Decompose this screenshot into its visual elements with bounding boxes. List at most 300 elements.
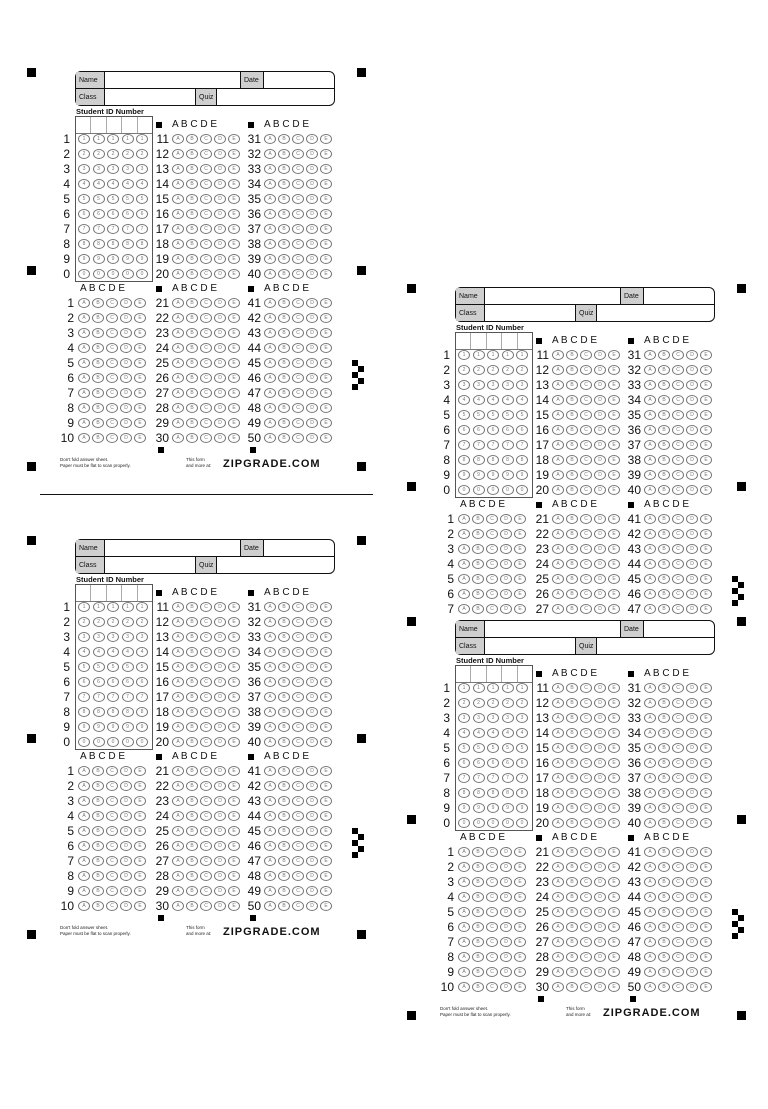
answer-bubble[interactable]: B	[186, 388, 198, 398]
answer-bubble[interactable]: B	[472, 589, 484, 599]
answer-bubble[interactable]: C	[580, 758, 592, 768]
answer-bubble[interactable]: B	[186, 134, 198, 144]
answer-bubble[interactable]: E	[134, 856, 146, 866]
id-write-box[interactable]	[456, 333, 471, 349]
answer-bubble[interactable]: C	[106, 433, 118, 443]
answer-bubble[interactable]: B	[472, 514, 484, 524]
quiz-field[interactable]	[218, 557, 333, 573]
answer-bubble[interactable]: B	[278, 179, 290, 189]
answer-bubble[interactable]: C	[580, 559, 592, 569]
answer-bubble[interactable]: C	[200, 149, 212, 159]
id-bubble[interactable]: 8	[502, 788, 514, 798]
id-bubble[interactable]: 2	[78, 617, 90, 627]
answer-bubble[interactable]: A	[458, 982, 470, 992]
name-field[interactable]	[106, 72, 239, 88]
name-field[interactable]	[106, 540, 239, 556]
answer-bubble[interactable]: D	[120, 328, 132, 338]
answer-bubble[interactable]: A	[78, 886, 90, 896]
answer-bubble[interactable]: B	[278, 647, 290, 657]
answer-bubble[interactable]: E	[608, 574, 620, 584]
answer-bubble[interactable]: B	[566, 892, 578, 902]
answer-bubble[interactable]: A	[264, 313, 276, 323]
answer-bubble[interactable]: C	[200, 692, 212, 702]
id-bubble[interactable]: 3	[473, 380, 485, 390]
id-bubble[interactable]: 0	[136, 737, 148, 747]
answer-bubble[interactable]: B	[186, 766, 198, 776]
answer-bubble[interactable]: B	[658, 907, 670, 917]
answer-bubble[interactable]: B	[566, 982, 578, 992]
answer-bubble[interactable]: D	[214, 871, 226, 881]
answer-bubble[interactable]: E	[700, 758, 712, 768]
answer-bubble[interactable]: A	[264, 433, 276, 443]
id-bubble[interactable]: 2	[458, 698, 470, 708]
answer-bubble[interactable]: E	[608, 350, 620, 360]
answer-bubble[interactable]: A	[458, 937, 470, 947]
answer-bubble[interactable]: D	[594, 743, 606, 753]
answer-bubble[interactable]: B	[566, 713, 578, 723]
answer-bubble[interactable]: E	[228, 418, 240, 428]
answer-bubble[interactable]: A	[458, 589, 470, 599]
id-bubble[interactable]: 1	[516, 350, 528, 360]
answer-bubble[interactable]: D	[306, 796, 318, 806]
answer-bubble[interactable]: E	[700, 967, 712, 977]
answer-bubble[interactable]: B	[472, 937, 484, 947]
answer-bubble[interactable]: B	[278, 632, 290, 642]
answer-bubble[interactable]: B	[472, 922, 484, 932]
answer-bubble[interactable]: E	[320, 632, 332, 642]
id-bubble[interactable]: 7	[93, 224, 105, 234]
answer-bubble[interactable]: C	[672, 529, 684, 539]
answer-bubble[interactable]: E	[228, 737, 240, 747]
answer-bubble[interactable]: C	[292, 677, 304, 687]
answer-bubble[interactable]: D	[686, 847, 698, 857]
answer-bubble[interactable]: B	[92, 388, 104, 398]
answer-bubble[interactable]: E	[320, 358, 332, 368]
answer-bubble[interactable]: D	[686, 713, 698, 723]
answer-bubble[interactable]: D	[120, 886, 132, 896]
answer-bubble[interactable]: A	[458, 574, 470, 584]
answer-bubble[interactable]: B	[92, 871, 104, 881]
answer-bubble[interactable]: A	[264, 662, 276, 672]
answer-bubble[interactable]: B	[566, 589, 578, 599]
id-bubble[interactable]: 7	[107, 692, 119, 702]
answer-bubble[interactable]: B	[658, 559, 670, 569]
answer-bubble[interactable]: E	[320, 677, 332, 687]
answer-bubble[interactable]: A	[264, 388, 276, 398]
answer-bubble[interactable]: B	[278, 692, 290, 702]
answer-bubble[interactable]: D	[594, 922, 606, 932]
answer-bubble[interactable]: E	[700, 877, 712, 887]
answer-bubble[interactable]: B	[566, 410, 578, 420]
answer-bubble[interactable]: B	[186, 617, 198, 627]
answer-bubble[interactable]: C	[580, 529, 592, 539]
answer-bubble[interactable]: D	[686, 544, 698, 554]
answer-bubble[interactable]: D	[214, 766, 226, 776]
answer-bubble[interactable]: C	[200, 403, 212, 413]
answer-bubble[interactable]: C	[580, 455, 592, 465]
id-bubble[interactable]: 1	[502, 683, 514, 693]
answer-bubble[interactable]: B	[658, 743, 670, 753]
id-write-box[interactable]	[487, 666, 502, 682]
answer-bubble[interactable]: B	[658, 728, 670, 738]
answer-bubble[interactable]: A	[644, 440, 656, 450]
answer-bubble[interactable]: A	[552, 877, 564, 887]
answer-bubble[interactable]: A	[552, 698, 564, 708]
answer-bubble[interactable]: C	[292, 134, 304, 144]
answer-bubble[interactable]: E	[700, 773, 712, 783]
answer-bubble[interactable]: B	[566, 380, 578, 390]
id-bubble[interactable]: 9	[473, 470, 485, 480]
answer-bubble[interactable]: B	[278, 796, 290, 806]
answer-bubble[interactable]: C	[580, 907, 592, 917]
answer-bubble[interactable]: D	[214, 418, 226, 428]
answer-bubble[interactable]: D	[594, 847, 606, 857]
answer-bubble[interactable]: C	[486, 529, 498, 539]
answer-bubble[interactable]: A	[172, 194, 184, 204]
answer-bubble[interactable]: E	[700, 425, 712, 435]
answer-bubble[interactable]: C	[292, 179, 304, 189]
answer-bubble[interactable]: C	[106, 328, 118, 338]
answer-bubble[interactable]: E	[700, 862, 712, 872]
answer-bubble[interactable]: C	[672, 937, 684, 947]
answer-bubble[interactable]: C	[200, 841, 212, 851]
answer-bubble[interactable]: B	[92, 433, 104, 443]
answer-bubble[interactable]: A	[644, 698, 656, 708]
answer-bubble[interactable]: A	[552, 847, 564, 857]
answer-bubble[interactable]: A	[458, 952, 470, 962]
answer-bubble[interactable]: D	[306, 662, 318, 672]
answer-bubble[interactable]: B	[472, 862, 484, 872]
answer-bubble[interactable]: B	[566, 773, 578, 783]
id-bubble[interactable]: 4	[122, 179, 134, 189]
answer-bubble[interactable]: A	[552, 589, 564, 599]
answer-bubble[interactable]: C	[580, 410, 592, 420]
id-write-box[interactable]	[502, 333, 517, 349]
answer-bubble[interactable]: A	[264, 647, 276, 657]
answer-bubble[interactable]: E	[228, 149, 240, 159]
answer-bubble[interactable]: A	[264, 826, 276, 836]
answer-bubble[interactable]: D	[500, 529, 512, 539]
answer-bubble[interactable]: C	[292, 358, 304, 368]
id-bubble[interactable]: 4	[473, 728, 485, 738]
answer-bubble[interactable]: E	[608, 728, 620, 738]
answer-bubble[interactable]: E	[134, 388, 146, 398]
answer-bubble[interactable]: C	[200, 901, 212, 911]
id-bubble[interactable]: 7	[502, 773, 514, 783]
answer-bubble[interactable]: C	[292, 707, 304, 717]
id-bubble[interactable]: 9	[487, 803, 499, 813]
id-bubble[interactable]: 4	[78, 179, 90, 189]
answer-bubble[interactable]: D	[306, 149, 318, 159]
answer-bubble[interactable]: B	[278, 901, 290, 911]
answer-bubble[interactable]: E	[134, 433, 146, 443]
answer-bubble[interactable]: E	[320, 328, 332, 338]
answer-bubble[interactable]: A	[172, 254, 184, 264]
id-bubble[interactable]: 5	[93, 194, 105, 204]
answer-bubble[interactable]: C	[106, 841, 118, 851]
answer-bubble[interactable]: D	[214, 796, 226, 806]
id-bubble[interactable]: 9	[458, 470, 470, 480]
id-bubble[interactable]: 4	[93, 647, 105, 657]
answer-bubble[interactable]: C	[106, 901, 118, 911]
answer-bubble[interactable]: A	[264, 149, 276, 159]
answer-bubble[interactable]: C	[200, 179, 212, 189]
id-write-box[interactable]	[76, 117, 91, 133]
answer-bubble[interactable]: D	[306, 647, 318, 657]
answer-bubble[interactable]: C	[200, 781, 212, 791]
answer-bubble[interactable]: C	[580, 574, 592, 584]
answer-bubble[interactable]: B	[278, 781, 290, 791]
answer-bubble[interactable]: A	[644, 937, 656, 947]
answer-bubble[interactable]: A	[172, 418, 184, 428]
answer-bubble[interactable]: B	[472, 952, 484, 962]
id-write-box[interactable]	[487, 333, 502, 349]
answer-bubble[interactable]: B	[658, 440, 670, 450]
id-bubble[interactable]: 8	[122, 239, 134, 249]
answer-bubble[interactable]: D	[120, 358, 132, 368]
answer-bubble[interactable]: C	[672, 922, 684, 932]
answer-bubble[interactable]: A	[264, 403, 276, 413]
answer-bubble[interactable]: D	[594, 485, 606, 495]
answer-bubble[interactable]: E	[514, 952, 526, 962]
answer-bubble[interactable]: E	[134, 826, 146, 836]
answer-bubble[interactable]: E	[514, 529, 526, 539]
answer-bubble[interactable]: E	[228, 871, 240, 881]
answer-bubble[interactable]: C	[486, 952, 498, 962]
answer-bubble[interactable]: A	[172, 841, 184, 851]
answer-bubble[interactable]: C	[672, 952, 684, 962]
answer-bubble[interactable]: A	[78, 856, 90, 866]
id-bubble[interactable]: 2	[502, 698, 514, 708]
answer-bubble[interactable]: E	[608, 967, 620, 977]
id-bubble[interactable]: 2	[107, 617, 119, 627]
answer-bubble[interactable]: A	[552, 982, 564, 992]
answer-bubble[interactable]: A	[552, 773, 564, 783]
answer-bubble[interactable]: C	[292, 313, 304, 323]
answer-bubble[interactable]: C	[672, 350, 684, 360]
answer-bubble[interactable]: D	[120, 298, 132, 308]
answer-bubble[interactable]: A	[78, 433, 90, 443]
answer-bubble[interactable]: E	[700, 589, 712, 599]
date-field[interactable]	[265, 72, 333, 88]
answer-bubble[interactable]: D	[306, 373, 318, 383]
answer-bubble[interactable]: C	[200, 677, 212, 687]
answer-bubble[interactable]: C	[200, 313, 212, 323]
answer-bubble[interactable]: C	[200, 707, 212, 717]
answer-bubble[interactable]: A	[552, 937, 564, 947]
answer-bubble[interactable]: D	[214, 373, 226, 383]
answer-bubble[interactable]: C	[292, 632, 304, 642]
answer-bubble[interactable]: D	[214, 617, 226, 627]
answer-bubble[interactable]: C	[486, 574, 498, 584]
answer-bubble[interactable]: B	[186, 149, 198, 159]
answer-bubble[interactable]: C	[580, 713, 592, 723]
answer-bubble[interactable]: E	[608, 365, 620, 375]
answer-bubble[interactable]: C	[200, 737, 212, 747]
id-bubble[interactable]: 2	[458, 365, 470, 375]
answer-bubble[interactable]: B	[278, 403, 290, 413]
answer-bubble[interactable]: B	[186, 254, 198, 264]
answer-bubble[interactable]: D	[306, 602, 318, 612]
answer-bubble[interactable]: C	[672, 847, 684, 857]
id-bubble[interactable]: 1	[93, 134, 105, 144]
answer-bubble[interactable]: B	[278, 811, 290, 821]
id-bubble[interactable]: 0	[473, 818, 485, 828]
id-bubble[interactable]: 3	[458, 713, 470, 723]
answer-bubble[interactable]: D	[120, 343, 132, 353]
answer-bubble[interactable]: E	[134, 373, 146, 383]
answer-bubble[interactable]: E	[608, 455, 620, 465]
answer-bubble[interactable]: D	[686, 907, 698, 917]
id-bubble[interactable]: 3	[93, 632, 105, 642]
answer-bubble[interactable]: D	[120, 856, 132, 866]
answer-bubble[interactable]: A	[644, 470, 656, 480]
answer-bubble[interactable]: B	[186, 164, 198, 174]
answer-bubble[interactable]: B	[92, 781, 104, 791]
answer-bubble[interactable]: C	[672, 455, 684, 465]
answer-bubble[interactable]: D	[120, 841, 132, 851]
answer-bubble[interactable]: C	[580, 380, 592, 390]
answer-bubble[interactable]: A	[644, 922, 656, 932]
answer-bubble[interactable]: E	[700, 350, 712, 360]
id-bubble[interactable]: 8	[458, 455, 470, 465]
answer-bubble[interactable]: A	[78, 766, 90, 776]
answer-bubble[interactable]: D	[686, 952, 698, 962]
answer-bubble[interactable]: D	[214, 841, 226, 851]
answer-bubble[interactable]: D	[214, 886, 226, 896]
answer-bubble[interactable]: D	[594, 440, 606, 450]
answer-bubble[interactable]: A	[264, 722, 276, 732]
answer-bubble[interactable]: A	[552, 907, 564, 917]
id-bubble[interactable]: 6	[93, 209, 105, 219]
answer-bubble[interactable]: D	[686, 698, 698, 708]
id-bubble[interactable]: 5	[107, 662, 119, 672]
answer-bubble[interactable]: A	[552, 892, 564, 902]
answer-bubble[interactable]: C	[200, 433, 212, 443]
answer-bubble[interactable]: A	[552, 574, 564, 584]
answer-bubble[interactable]: D	[500, 847, 512, 857]
answer-bubble[interactable]: B	[186, 647, 198, 657]
answer-bubble[interactable]: B	[566, 683, 578, 693]
answer-bubble[interactable]: B	[278, 602, 290, 612]
id-bubble[interactable]: 9	[458, 803, 470, 813]
answer-bubble[interactable]: B	[658, 713, 670, 723]
answer-bubble[interactable]: B	[566, 818, 578, 828]
answer-bubble[interactable]: D	[594, 350, 606, 360]
answer-bubble[interactable]: A	[458, 892, 470, 902]
answer-bubble[interactable]: C	[672, 788, 684, 798]
answer-bubble[interactable]: B	[658, 967, 670, 977]
answer-bubble[interactable]: D	[120, 781, 132, 791]
answer-bubble[interactable]: B	[566, 440, 578, 450]
answer-bubble[interactable]: A	[644, 395, 656, 405]
answer-bubble[interactable]: E	[320, 662, 332, 672]
answer-bubble[interactable]: B	[186, 403, 198, 413]
answer-bubble[interactable]: B	[186, 358, 198, 368]
answer-bubble[interactable]: E	[228, 373, 240, 383]
id-bubble[interactable]: 4	[458, 728, 470, 738]
answer-bubble[interactable]: A	[458, 877, 470, 887]
id-bubble[interactable]: 3	[93, 164, 105, 174]
answer-bubble[interactable]: E	[608, 589, 620, 599]
answer-bubble[interactable]: B	[278, 134, 290, 144]
answer-bubble[interactable]: B	[186, 662, 198, 672]
answer-bubble[interactable]: D	[120, 313, 132, 323]
answer-bubble[interactable]: D	[686, 788, 698, 798]
answer-bubble[interactable]: D	[306, 781, 318, 791]
answer-bubble[interactable]: E	[228, 647, 240, 657]
answer-bubble[interactable]: D	[214, 313, 226, 323]
answer-bubble[interactable]: B	[566, 485, 578, 495]
answer-bubble[interactable]: B	[186, 692, 198, 702]
answer-bubble[interactable]: E	[514, 862, 526, 872]
answer-bubble[interactable]: D	[214, 781, 226, 791]
answer-bubble[interactable]: E	[608, 743, 620, 753]
date-field[interactable]	[645, 621, 713, 637]
answer-bubble[interactable]: E	[514, 877, 526, 887]
answer-bubble[interactable]: D	[306, 328, 318, 338]
answer-bubble[interactable]: D	[500, 952, 512, 962]
answer-bubble[interactable]: C	[486, 589, 498, 599]
answer-bubble[interactable]: D	[686, 803, 698, 813]
answer-bubble[interactable]: C	[292, 224, 304, 234]
class-field[interactable]	[486, 638, 574, 654]
answer-bubble[interactable]: D	[120, 901, 132, 911]
answer-bubble[interactable]: A	[78, 373, 90, 383]
answer-bubble[interactable]: A	[78, 841, 90, 851]
answer-bubble[interactable]: A	[264, 418, 276, 428]
answer-bubble[interactable]: A	[172, 722, 184, 732]
id-bubble[interactable]: 6	[487, 425, 499, 435]
id-bubble[interactable]: 4	[487, 728, 499, 738]
answer-bubble[interactable]: D	[214, 134, 226, 144]
answer-bubble[interactable]: B	[186, 209, 198, 219]
answer-bubble[interactable]: D	[686, 862, 698, 872]
answer-bubble[interactable]: D	[306, 298, 318, 308]
answer-bubble[interactable]: B	[566, 877, 578, 887]
id-bubble[interactable]: 2	[122, 617, 134, 627]
id-bubble[interactable]: 0	[122, 737, 134, 747]
answer-bubble[interactable]: B	[278, 164, 290, 174]
id-bubble[interactable]: 6	[458, 758, 470, 768]
answer-bubble[interactable]: D	[214, 647, 226, 657]
answer-bubble[interactable]: A	[264, 707, 276, 717]
id-bubble[interactable]: 4	[487, 395, 499, 405]
answer-bubble[interactable]: A	[172, 707, 184, 717]
answer-bubble[interactable]: A	[458, 847, 470, 857]
answer-bubble[interactable]: C	[200, 647, 212, 657]
answer-bubble[interactable]: D	[214, 602, 226, 612]
answer-bubble[interactable]: E	[700, 713, 712, 723]
answer-bubble[interactable]: C	[292, 602, 304, 612]
answer-bubble[interactable]: D	[500, 604, 512, 614]
answer-bubble[interactable]: C	[672, 683, 684, 693]
answer-bubble[interactable]: E	[700, 574, 712, 584]
id-bubble[interactable]: 9	[502, 803, 514, 813]
answer-bubble[interactable]: E	[320, 313, 332, 323]
answer-bubble[interactable]: C	[200, 388, 212, 398]
answer-bubble[interactable]: A	[552, 683, 564, 693]
answer-bubble[interactable]: B	[92, 841, 104, 851]
answer-bubble[interactable]: A	[264, 692, 276, 702]
answer-bubble[interactable]: B	[186, 269, 198, 279]
answer-bubble[interactable]: A	[264, 886, 276, 896]
answer-bubble[interactable]: C	[292, 781, 304, 791]
answer-bubble[interactable]: E	[514, 559, 526, 569]
answer-bubble[interactable]: E	[514, 922, 526, 932]
answer-bubble[interactable]: B	[186, 179, 198, 189]
id-bubble[interactable]: 6	[107, 677, 119, 687]
